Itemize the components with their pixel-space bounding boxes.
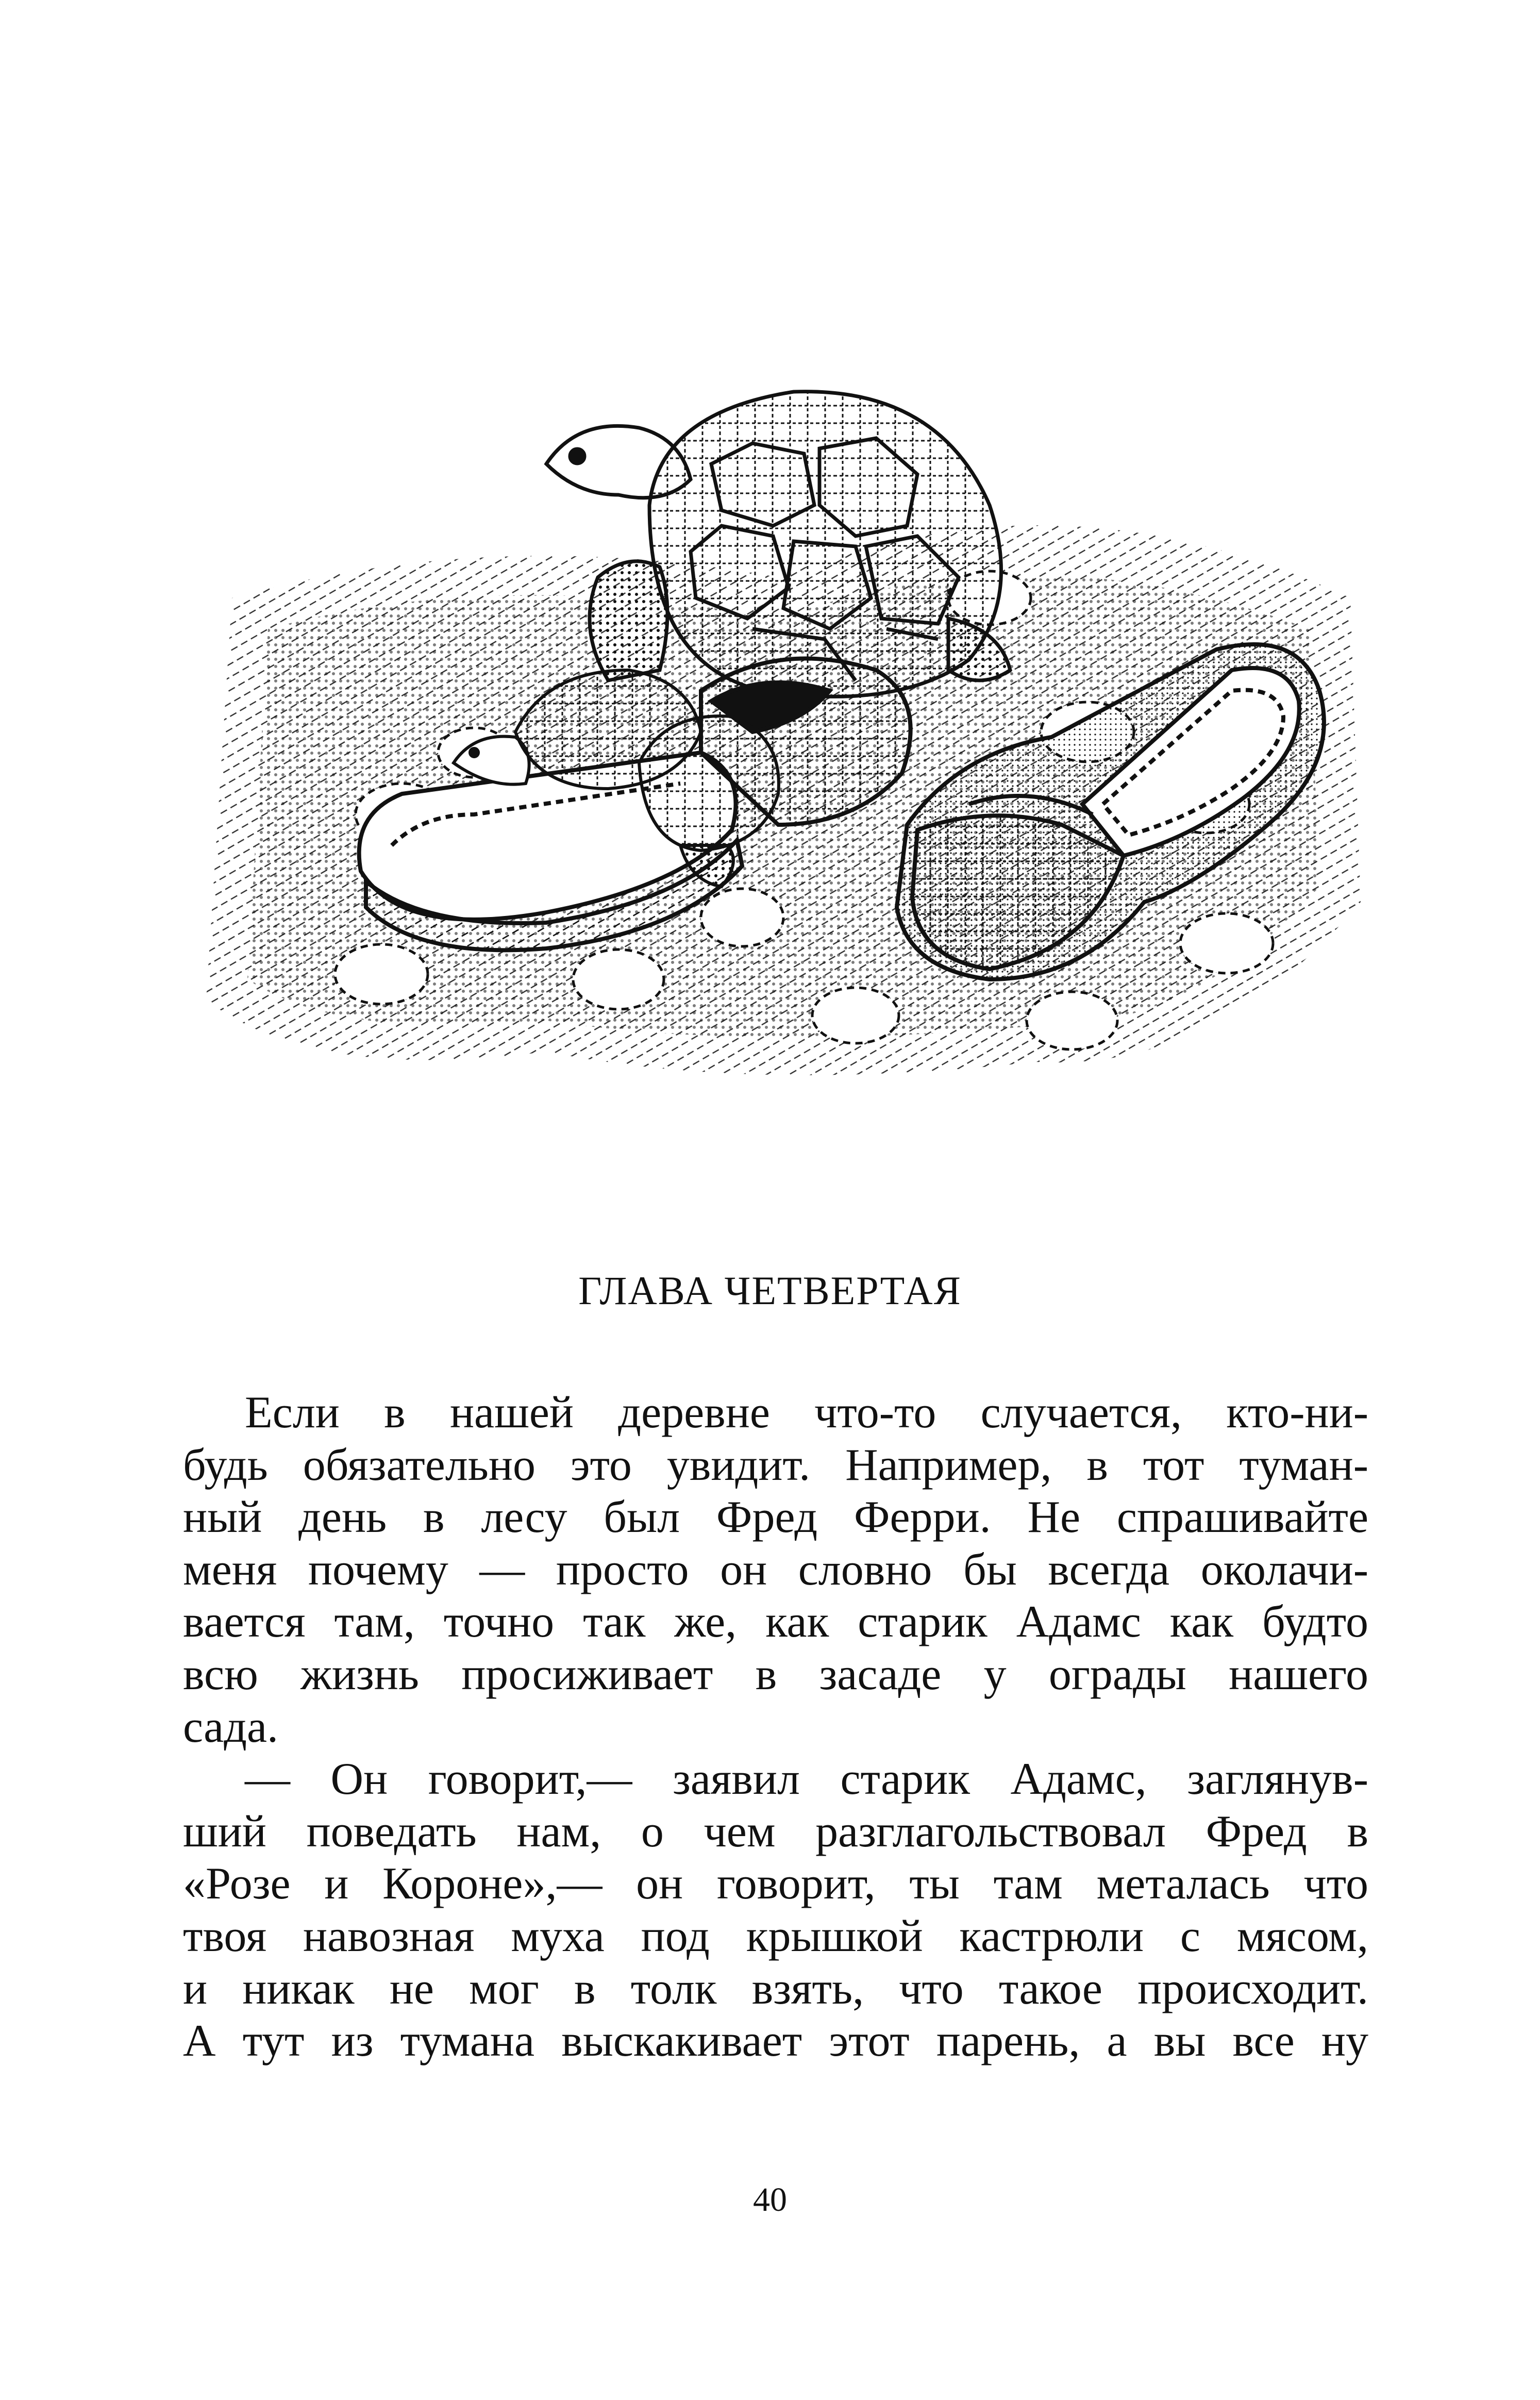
large-tortoise — [546, 392, 1010, 697]
text-line: меня почему — просто он словно бы всегда околачи- — [183, 1544, 1368, 1595]
tortoise-slippers-illustration — [186, 309, 1371, 1098]
page-number: 40 — [753, 2181, 787, 2219]
text-line: ный день в лесу был Фред Ферри. Не спрашивайте — [183, 1492, 1368, 1543]
text-line: А тут из тумана выскакивает этот парень, а вы все ну — [183, 2016, 1368, 2066]
text-line: Если в нашей деревне что-то случается, кто-ни- — [245, 1388, 1368, 1438]
body-text — [183, 1387, 1368, 2068]
text-line: всю жизнь просиживает в засаде у ограды нашего — [183, 1649, 1368, 1699]
text-line: и никак не мог в толк взять, что такое происходит. — [183, 1963, 1368, 2014]
chapter-title: ГЛАВА ЧЕТВЕРТАЯ — [578, 1268, 962, 1313]
text-line: ший поведать нам, о чем разглагольствовал Фред в — [183, 1806, 1368, 1857]
text-line: твоя навозная муха под крышкой кастрюли с мясом, — [183, 1911, 1368, 1961]
text-line: сада. — [183, 1702, 279, 1752]
text-line: — Он говорит,— заявил старик Адамс, заглянув- — [245, 1754, 1368, 1805]
text-line: вается там, точно так же, как старик Адамс как будто — [183, 1597, 1368, 1647]
text-line: будь обязательно это увидит. Например, в тот туман- — [183, 1440, 1368, 1490]
text-line: «Розе и Короне»,— он говорит, ты там металась что — [183, 1859, 1368, 1909]
